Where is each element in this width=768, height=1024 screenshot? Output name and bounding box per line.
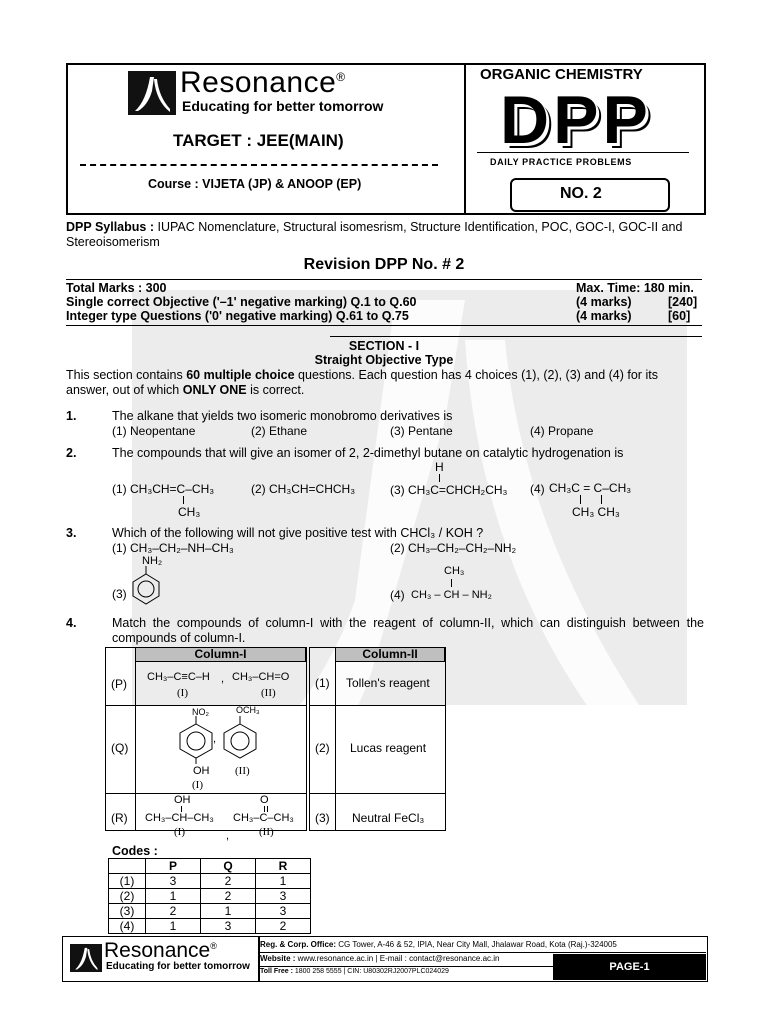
- substituent: OH: [193, 765, 210, 777]
- separator: ,: [213, 733, 217, 745]
- codes-row: [109, 874, 311, 889]
- dpp-rule: [477, 152, 689, 153]
- option-substituent: H: [435, 460, 444, 474]
- reagent-number: (2): [315, 741, 330, 755]
- codes-row: [109, 919, 311, 934]
- footer-brand: Resonance®: [104, 939, 217, 962]
- codes-cell: 3: [256, 904, 311, 919]
- codes-cell: 1: [146, 919, 201, 934]
- option-substituent: CH₃: [178, 505, 201, 519]
- option: (2) CH₃CH=CHCH₃: [251, 482, 356, 496]
- row-divider: [309, 793, 445, 794]
- marks-row: Total Marks : 300 Max. Time: 180 min.: [66, 281, 694, 295]
- row-key: (Q): [111, 741, 129, 755]
- codes-cell: 2: [146, 904, 201, 919]
- bond-line: [580, 495, 581, 504]
- benzene-rings-icon: [176, 716, 266, 766]
- footer-website: Website : www.resonance.ac.in | E-mail : contact@resonance.ac.in: [260, 954, 500, 963]
- option: (1) CH₃CH=C–CH₃: [112, 482, 215, 496]
- codes-cell: 3: [201, 919, 256, 934]
- footer-office: Reg. & Corp. Office: CG Tower, A-46 & 52, IPIA, Near City Mall, Jhalawar Road, Kota (Raj.)-324005: [260, 940, 617, 949]
- reagent: Tollen's reagent: [346, 676, 430, 690]
- reagent-number: (3): [315, 811, 330, 825]
- header-divider: [464, 63, 466, 213]
- column-ii-header: Column-II: [335, 647, 445, 662]
- option: (1) Neopentane: [112, 424, 196, 438]
- table-divider: [135, 647, 136, 830]
- question-text: Which of the following will not give positive test with CHCl₃ / KOH ?: [112, 526, 484, 540]
- separator: ,: [226, 830, 230, 842]
- compound: CH₃–CH–CH₃: [145, 812, 214, 824]
- compound: CH₃–CH=O: [232, 671, 290, 683]
- compound-label: (II): [259, 826, 274, 838]
- codes-cell: (3): [109, 904, 146, 919]
- codes-header-cell: Q: [201, 859, 256, 874]
- option: (4) Propane: [530, 424, 594, 438]
- codes-cell: (4): [109, 919, 146, 934]
- codes-cell: 3: [146, 874, 201, 889]
- table-divider: [335, 647, 336, 830]
- codes-row: [109, 904, 311, 919]
- subject-title: ORGANIC CHEMISTRY: [480, 66, 643, 83]
- question-number: 1.: [66, 409, 77, 423]
- bond-line: [183, 496, 184, 504]
- codes-table: [108, 858, 311, 934]
- dpp-full-name: DAILY PRACTICE PROBLEMS: [490, 157, 632, 167]
- question-text: The alkane that yields two isomeric monobromo derivatives is: [112, 409, 453, 423]
- option-main: CH₃ – CH – NH₂: [411, 589, 492, 601]
- codes-cell: 1: [146, 889, 201, 904]
- syllabus: DPP Syllabus : IUPAC Nomenclature, Structural isomesrism, Structure Identification, POC, GOC-I, GOC-II and Stereoisomerism: [66, 220, 683, 249]
- codes-header-cell: P: [146, 859, 201, 874]
- section-subtitle: Straight Objective Type: [314, 353, 454, 367]
- compound-label: (I): [192, 779, 203, 791]
- reagent: Neutral FeCl₃: [352, 811, 425, 825]
- separator: ,: [221, 673, 225, 685]
- codes-row: [109, 889, 311, 904]
- substituent: OCH₃: [236, 705, 260, 715]
- option: (2) CH₃–CH₂–CH₂–NH₂: [390, 541, 517, 555]
- compound-label: (I): [177, 687, 188, 699]
- compound: CH₃–C≡C–H: [147, 671, 210, 683]
- codes-header-cell: [109, 859, 146, 874]
- bond-line: [451, 579, 452, 587]
- bond-line: [439, 474, 440, 482]
- brand-tagline: Educating for better tomorrow: [182, 98, 384, 114]
- brand-name: Resonance®: [180, 66, 346, 99]
- footer-tollfree: Toll Free : 1800 258 5555 | CIN: U80302RJ2007PLC024029: [260, 968, 449, 975]
- option-main: CH₃C = C–CH₃: [549, 481, 632, 495]
- codes-cell: 3: [256, 889, 311, 904]
- section-title: SECTION - I: [348, 339, 420, 353]
- option: (4): [530, 482, 545, 496]
- codes-label: Codes :: [112, 844, 158, 858]
- bond-line: [601, 495, 602, 504]
- benzene-ring-icon: [130, 566, 164, 606]
- substituent: O: [260, 794, 269, 806]
- question-number: 3.: [66, 526, 77, 540]
- dpp-logo-text: DPP: [500, 82, 652, 158]
- codes-cell: 1: [201, 904, 256, 919]
- dpp-number: NO. 2: [560, 185, 602, 202]
- option-substituent: CH₃: [444, 565, 465, 577]
- option: (1) CH₃–CH₂–NH–CH₃: [112, 541, 234, 555]
- target-exam: TARGET : JEE(MAIN): [173, 131, 344, 150]
- compound-label: (I): [174, 826, 185, 838]
- row-divider: [105, 705, 306, 706]
- row-key: (P): [111, 677, 127, 691]
- marks-row: Single correct Objective ('–1' negative marking) Q.1 to Q.60 (4 marks) [240]: [66, 295, 698, 309]
- option-substituent: CH₃ CH₃: [572, 505, 620, 519]
- footer-rule: [259, 966, 553, 967]
- compound-label: (II): [261, 687, 276, 699]
- option: (2) Ethane: [251, 424, 308, 438]
- codes-cell: 2: [201, 889, 256, 904]
- section-intro: This section contains 60 multiple choice questions. Each question has 4 choices (1), (2), (3) and (4) for its answer, out of which ONLY ONE is correct.: [66, 368, 658, 397]
- option: (3) Pentane: [390, 424, 453, 438]
- course-name: Course : VIJETA (JP) & ANOOP (EP): [148, 177, 362, 191]
- codes-cell: 2: [201, 874, 256, 889]
- compound-label: (II): [235, 765, 250, 777]
- column-ii-table: [309, 647, 446, 831]
- codes-cell: 1: [256, 874, 311, 889]
- reagent: Lucas reagent: [350, 741, 427, 755]
- substituent: NO₂: [192, 707, 209, 717]
- codes-cell: (1): [109, 874, 146, 889]
- resonance-logo-icon: [70, 944, 102, 972]
- column-i-header: Column-I: [135, 647, 306, 662]
- question-text: Match the compounds of column-I with the reagent of column-II, which can distinguish between the compounds of column-I.: [112, 616, 704, 645]
- option: (4): [390, 588, 405, 602]
- section-rule: [330, 336, 702, 337]
- footer-tagline: Educating for better tomorrow: [106, 961, 250, 972]
- marks-bottom-rule: [66, 325, 702, 326]
- compound: CH₃–C–CH₃: [233, 812, 294, 824]
- row-divider: [309, 705, 445, 706]
- page-number: PAGE-1: [553, 954, 706, 980]
- marks-row: Integer type Questions ('0' negative marking) Q.61 to Q.75 (4 marks) [60]: [66, 309, 691, 323]
- option-substituent: NH₂: [142, 555, 163, 567]
- question-number: 4.: [66, 616, 77, 630]
- reagent-number: (1): [315, 676, 330, 690]
- row-key: (R): [111, 811, 128, 825]
- row-divider: [105, 793, 306, 794]
- codes-header-cell: R: [256, 859, 311, 874]
- question-text: The compounds that will give an isomer of 2, 2-dimethyl butane on catalytic hydrogenation is: [112, 446, 624, 460]
- question-number: 2.: [66, 446, 77, 460]
- codes-cell: 2: [256, 919, 311, 934]
- resonance-logo-icon: [128, 71, 176, 115]
- codes-cell: (2): [109, 889, 146, 904]
- option: (3): [112, 587, 127, 601]
- footer-rule: [259, 952, 706, 953]
- option: (3) CH₃C=CHCH₂CH₃: [390, 483, 508, 497]
- dashed-divider: [80, 164, 438, 166]
- page-title: Revision DPP No. # 2: [303, 256, 465, 273]
- substituent: OH: [174, 794, 191, 806]
- marks-top-rule: [66, 279, 702, 280]
